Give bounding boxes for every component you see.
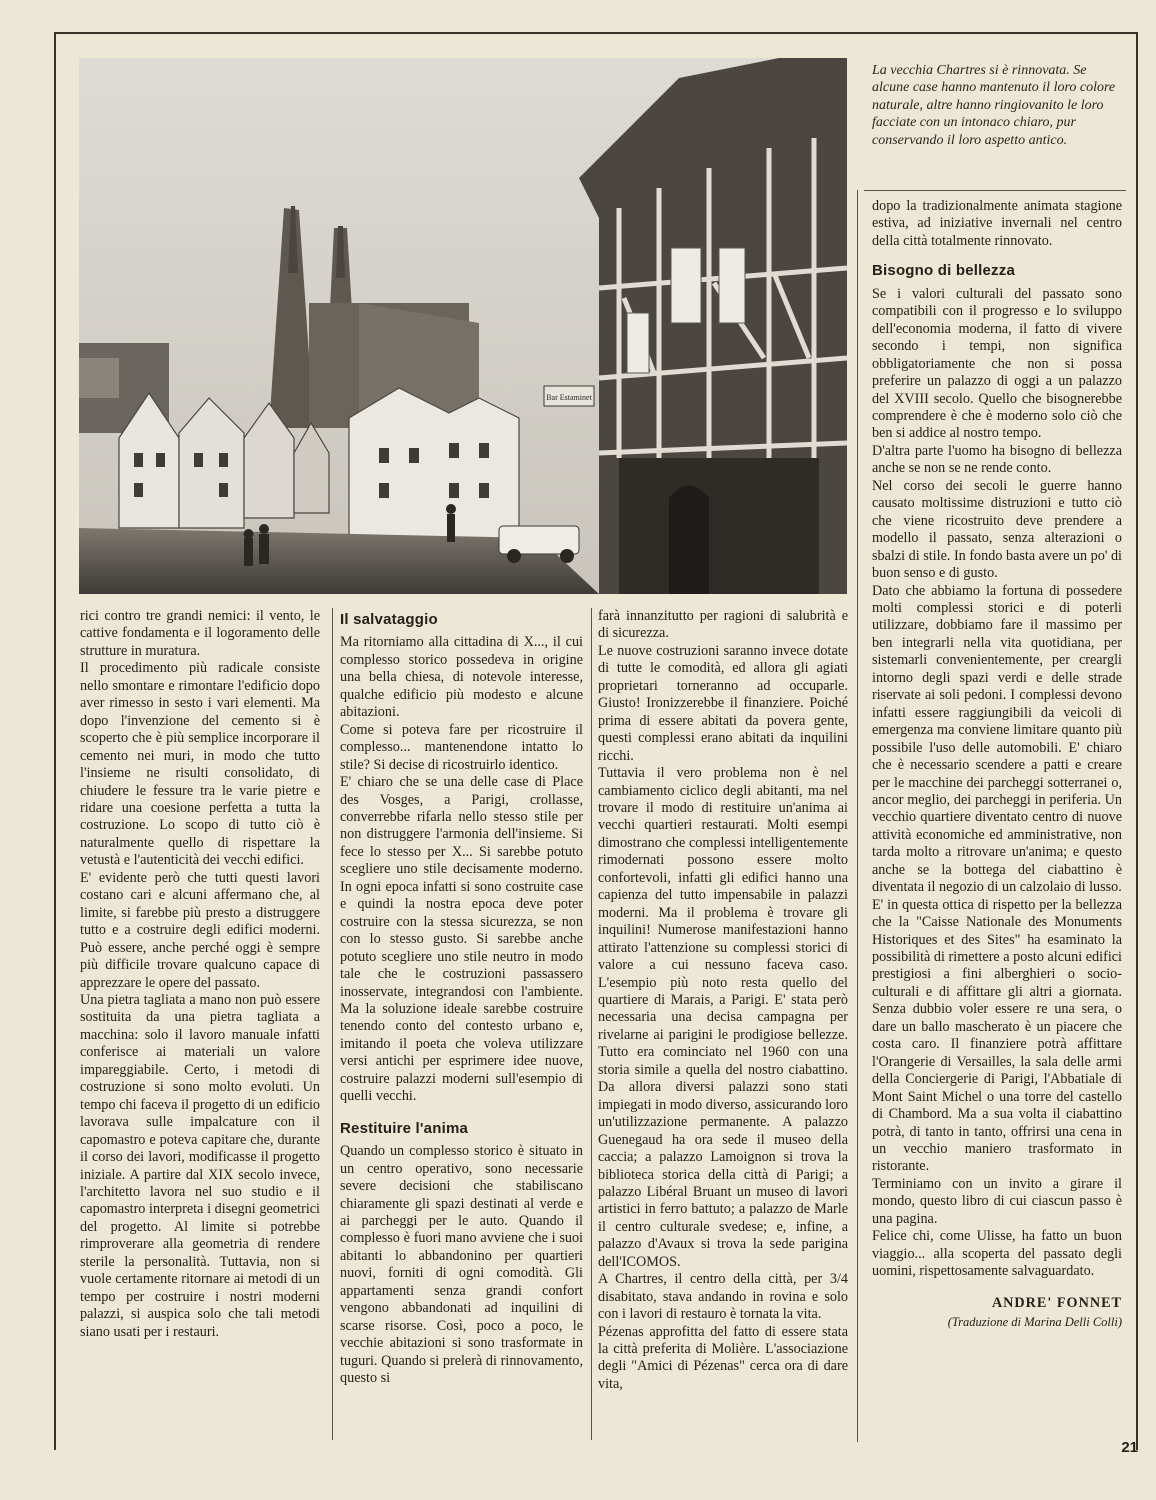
- caption-divider: [864, 190, 1126, 191]
- column-rule-1: [332, 608, 333, 1440]
- col4-paragraph: D'altra parte l'uomo ha bisogno di bellezza anche se non se ne rende conto.: [872, 442, 1122, 477]
- column-rule-2: [591, 608, 592, 1440]
- col3-paragraph: farà innanzitutto per ragioni di salubrità e di sicurezza.: [598, 608, 848, 642]
- article-column-3: [598, 608, 848, 1393]
- article-column-4: [872, 198, 1122, 1332]
- photo-caption: La vecchia Chartres si è rinnovata. Se alcune case hanno mantenuto il loro colore naturale, altre hanno ringiovanito le loro facciate con un intonaco chiaro, pur conservando il loro aspetto antico.: [872, 63, 1116, 148]
- col4-paragraph: Dato che abbiamo la fortuna di possedere molti complessi storici e di poterli utilizzare, dobbiamo fare il massimo per ben integrarli nella vita quotidiana, per sistemarli convenientemente, per creargli intorno degli spazi verdi e delle strade riservate ai soli pedoni. I complessi devono infatti essere raggiungibili da veicoli di emergenza ma conviene limitare quanto più possibile l'uso delle automobili. E' chiaro che è necessario scendere a patti e creare per le macchine dei parcheggi sotterranei o, ancor meglio, dei parcheggi in periferia. Un vecchio quartiere diventato centro di nuove attività economiche ed amministrative, non tarda molto a ritrovare un'anima; e questo anche se la bottega del ciabattino è diventata il negozio di un calzolaio di lusso.: [872, 582, 1122, 896]
- col3-paragraph: A Chartres, il centro della città, per 3/4 disabitato, stava andando in rovina e solo con i lavori di restauro è tornata la vita.: [598, 1271, 848, 1323]
- page-number: 21: [1121, 1439, 1138, 1456]
- col3-paragraph: Le nuove costruzioni saranno invece dotate di tutte le comodità, ed allora gli agiati proprietari torneranno ad occuparle. Giusto! Ironizzerebbe il finanziere. Poiché prima di essere abitati da povera gente, questi complessi erano abitati da inquilini ricchi.: [598, 642, 848, 764]
- heading-bisogno-bellezza: Bisogno di bellezza: [872, 262, 1015, 280]
- col1-paragraph: rici contro tre grandi nemici: il vento, le cattive fondamenta e il logoramento delle strutture in muratura.: [80, 608, 320, 659]
- col4-paragraph: Felice chi, come Ulisse, ha fatto un buon viaggio... alla scoperta del passato degli uomini, rispettosamente salvaguardato.: [872, 1228, 1122, 1280]
- author-name: ANDRE' FONNET: [991, 1294, 1122, 1311]
- col4-paragraph: Terminiamo con un invito a girare il mondo, questo libro di cui ciascun passo è una pagina.: [872, 1175, 1122, 1227]
- translator-credit: (Traduzione di Marina Delli Colli): [947, 1315, 1122, 1330]
- article-column-2: [340, 604, 583, 1387]
- photo-illustration: [79, 58, 847, 594]
- photo-chartres: [79, 58, 847, 594]
- photo-sign: Bar Estaminet: [546, 393, 592, 402]
- col1-paragraph: Il procedimento più radicale consiste nello smontare e rimontare l'edificio dopo aver rimesso in sesto i vari elementi. Ma dopo l'invenzione del cemento si è scoperto che è più semplice incorporare il cemento nei muri, in modo che tutto l'insieme ne risulti consolidato, di chiudere le fessure tra le varie pietre e ridare una coesione perfetta a tutta la costruzione. Lo scopo di tutto ciò è naturalmente quello di rispettare la vetustà e l'autenticità dei vecchi edifici.: [80, 660, 320, 869]
- article-column-1: [80, 608, 320, 1341]
- heading-restituire-anima: Restituire l'anima: [340, 1119, 469, 1137]
- col4-paragraph: E' in questa ottica di rispetto per la bellezza che la "Caisse Nationale des Monuments Historiques et des Sites" ha esaminato la possibilità di rimettere a posto alcuni edifici prestigiosi a fini alberghieri o socio-culturali e di affittare gli altri a giornata. Senza dubbio voler essere re una sera, o dare un ballo mascherato è un piacere che costa caro. Il finanziere potrà affittare l'Orangerie di Versailles, la sala delle armi della Conciergerie di Parigi, l'Abbatiale di Mont Saint Michel o una torre del castello di Chambord. Ma a sua volta il ciabattino potrà, di tanto in tanto, offrirsi una cena in un vecchio maniero trasformato in ristorante.: [872, 896, 1122, 1175]
- col1-paragraph: Una pietra tagliata a mano non può essere sostituita da una pietra tagliata a macchina: solo il lavoro manuale infatti conferisce ai materiali un valore impareggiabile. Certo, i metodi di costruzione si sono molto evoluti. Un tempo chi faceva il progetto di un edificio lavorava sulle impalcature con il capomastro e poteva capitare che, durante il corso dei lavori, modificasse il progetto iniziale. A partire dal XIX secolo invece, l'architetto lavora nel suo studio e il capomastro interpreta i disegni geometrici del progetto. Al limite si potrebbe rimproverare alla geometria di rendere sterile la personalità. Tuttavia, non si vuole certamente ritornare ai metodi di un tempo per costruire i nostri moderni palazzi, si auspica solo che tali metodi siano usati per i restauri.: [80, 991, 320, 1340]
- col2-paragraph: Ma ritorniamo alla cittadina di X..., il cui complesso storico possedeva in origine una bella chiesa, di notevole interesse, qualche edificio più modesto e alcune abitazioni.: [340, 634, 583, 721]
- col2-paragraph: Quando un complesso storico è situato in un centro operativo, sono necessarie severe decisioni che stabiliscano chiaramente gli spazi destinati al verde e ai parcheggi per le auto. Quando il complesso è fuori mano avviene che i suoi abitanti lo abbandonino per quartieri nuovi, forniti di ogni comodità. Gli appartamenti senza grandi confort vengono abbandonati ad inquilini di scarse risorse. Così, poco a poco, le vecchie abitazioni si sono trasformate in tuguri. Quando si prelerà di rinnovamento, questo si: [340, 1143, 583, 1387]
- col3-paragraph: Pézenas approfitta del fatto di essere stata la città preferita di Molière. L'associazione degli "Amici di Pézenas" cerca ora di dare vita,: [598, 1323, 848, 1392]
- col1-paragraph: E' evidente però che tutti questi lavori costano cari e alcuni affermano che, al limite, si farebbe più presto a distruggere tutto e a costruire degli edifici moderni. Può essere, anche perché oggi è sempre più difficile trovare qualcuno capace di apprezzare le opere del passato.: [80, 869, 320, 991]
- col4-intro: dopo la tradizionalmente animata stagione estiva, ad iniziative invernali nel centro della città totalmente rinnovato.: [872, 198, 1122, 249]
- col2-paragraph: E' chiaro che se una delle case di Place des Vosges, a Parigi, crollasse, converrebbe rifarla nello stesso stile per non distruggere l'armonia dell'insieme. Si fece lo stesso per X... Si sarebbe potuto scegliere uno stile decisamente moderno. In ogni epoca infatti si sono costruite case e quindi la nostra epoca deve poter costruire con la stessa sicurezza, se non con lo stesso gusto. Si sarebbe anche potuto scegliere uno stile neutro in modo tale che le costruzioni passassero inosservate, integrandosi con l'ambiente. Ma la soluzione ideale sarebbe costruire tenendo conto del contesto urbano e, imitando il poeta che voleva utilizzare versi antichi per esprimere idee nuove, costruire palazzi moderni sull'esempio di quelli vecchi.: [340, 774, 583, 1105]
- heading-salvataggio: Il salvataggio: [340, 611, 438, 628]
- col2-paragraph: Come si poteva fare per ricostruire il complesso... mantenendone intatto lo stile? Si decise di ricostruirlo identico.: [340, 721, 583, 773]
- col3-paragraph: Tuttavia il vero problema non è nel cambiamento ciclico degli abitanti, ma nel trovare il modo di restituire un'anima ai vecchi quartieri restaurati. Molti esempi dimostrano che complessi intelligentemente rimodernati possono essere molto confortevoli, infatti gli edifici hanno una capienza del tutto impensabile in palazzi moderni. Ma il problema è trovare gli inquilini! Numerose manifestazioni hanno attirato l'attenzione su complessi storici di valore a cui nessuno faceva caso. L'esempio più noto resta quello del quartiere di Marais, a Parigi. E' stata però necessaria una decisa campagna per rivelarne ai parigini le prodigiose bellezze. Tutto era cominciato nel 1960 con una storia simile a quella del nostro ciabattino. Da allora diversi palazzi sono stati impiegati in modo diverso, assicurando loro un'utilizzazione permanente. A palazzo Guenegaud ha ora sede il museo della caccia; a palazzo Lamoignon si trova la biblioteca storica della città di Parigi; a palazzo Libéral Bruant un museo di lavori artistici in ferro battuto; a palazzo de Marle il centro culturale svedese; e, infine, a palazzo d'Avaux si trova la sede parigina dell'ICOMOS.: [598, 765, 848, 1270]
- column-rule-3: [857, 190, 858, 1442]
- col4-paragraph: Nel corso dei secoli le guerre hanno causato moltissime distruzioni e tutto ciò che viene ricostruito deve prendere a modello il passato, senza alterazioni o sbalzi di stile. In fondo basta avere un po' di buon senso e di gusto.: [872, 477, 1122, 582]
- col4-paragraph: Se i valori culturali del passato sono compatibili con il progresso e lo sviluppo dell'economia moderna, il fatto di vivere secondo i tempi, non significa obbligatoriamente che non si possa preferire un palazzo di oggi a un palazzo del XVIII secolo. Quello che bisognerebbe comprendere è che è moderno solo ciò che ben si addice al nostro tempo.: [872, 285, 1122, 442]
